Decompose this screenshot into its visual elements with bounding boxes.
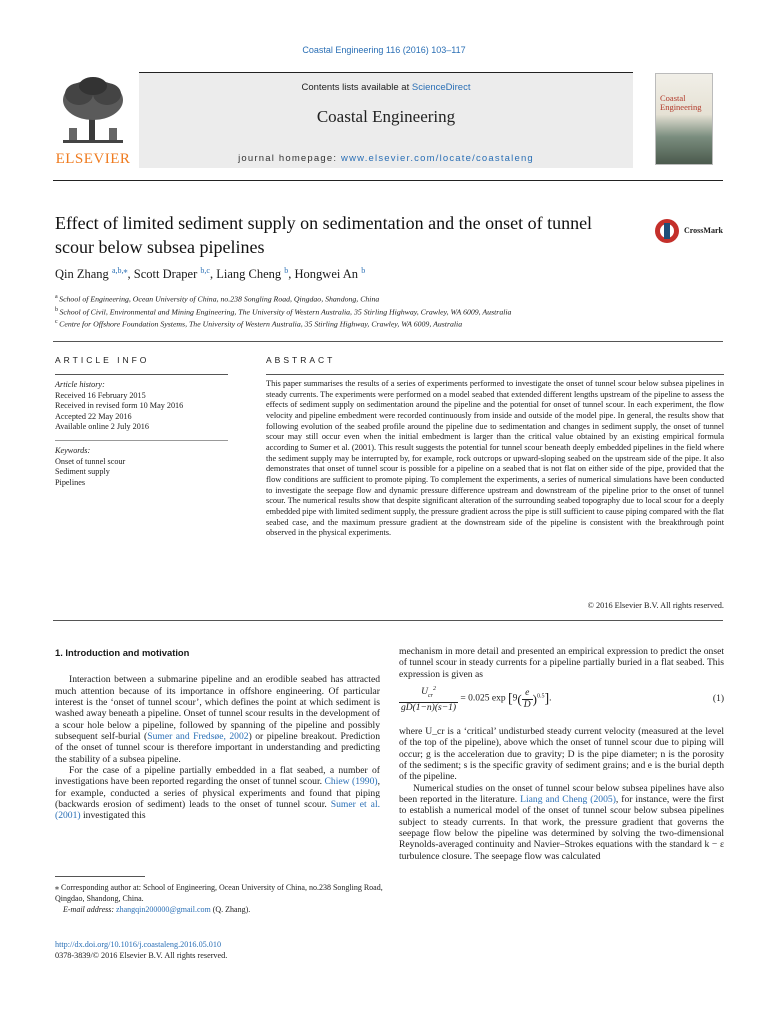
article-history xyxy=(55,380,230,433)
body-column-right xyxy=(399,646,724,862)
equation-fraction: $\frac{U_{cr}^2}{gD(1-n)(s-1)}$ xyxy=(401,686,457,714)
keyword-item: Sediment supply xyxy=(55,467,110,477)
history-item: Received in revised form 10 May 2016 xyxy=(55,401,184,411)
equation-coefficient: = 0.025 exp xyxy=(460,693,506,704)
divider xyxy=(266,374,724,375)
citation-link[interactable]: Liang and Cheng (2005) xyxy=(520,794,616,806)
divider xyxy=(55,374,228,375)
abstract-heading: ABSTRACT xyxy=(266,355,336,365)
text-run: ) or pipeline breakout. Prediction of the onset of tunnel scour is therefore important in understanding and predicting the stability of a subsea pipeline. xyxy=(55,731,380,765)
issn-line: 0378-3839/© 2016 Elsevier B.V. All rights reserved. xyxy=(55,951,228,960)
journal-reference[interactable]: Coastal Engineering 116 (2016) 103–117 xyxy=(302,45,466,55)
footnote-corresponding xyxy=(55,882,385,904)
affiliation-text: School of Civil, Environmental and Mining Engineering, The University of Western Australia, 35 Stirling Highway, Crawley, WA 6009, Australia xyxy=(59,307,512,317)
author-affiliation-mark[interactable]: b,c xyxy=(200,266,210,275)
separator: , xyxy=(209,267,217,282)
doi-block xyxy=(55,939,227,961)
equation-number: (1) xyxy=(712,694,724,705)
citation-link[interactable]: Sumer et al. (2001) xyxy=(55,799,381,822)
affiliations xyxy=(55,292,511,330)
journal-cover[interactable] xyxy=(655,73,713,165)
paragraph: where U_cr is a ‘critical’ undisturbed steady current velocity (measured at the level of the top of the pipeline), above which the onset of tunnel scour due to piping will occur; g is the acceleration due to gravity; D is the pipe diameter; n is the porosity of the sediment; s is the specific gravity of sediment grains; and e is the burial depth of the pipeline. xyxy=(399,726,724,783)
sciencedirect-link[interactable]: ScienceDirect xyxy=(411,82,471,93)
affiliation xyxy=(55,317,511,330)
text-run: Numerical studies on the onset of tunnel scour below subsea pipelines have also been reported in the literature. xyxy=(399,782,724,806)
affiliation-mark: c xyxy=(55,319,60,326)
citation-link[interactable]: Chiew (1990) xyxy=(324,776,378,788)
divider xyxy=(53,180,723,181)
history-item: Received 16 February 2015 xyxy=(55,390,146,400)
affiliation xyxy=(55,292,511,305)
article-title: Effect of limited sediment supply on sedimentation and the onset of tunnel scour below subsea pipelines xyxy=(55,213,593,257)
text-run: , for example, conducted a series of physical experiments and found that piping (backwards erosion of sediment) leads to the onset of tunnel scour. xyxy=(55,776,380,811)
footnote-text: Corresponding author at: School of Engineering, Ocean University of China, no.238 Songling Road, Qingdao, Shandong, China. xyxy=(55,883,383,903)
affiliation-mark: a xyxy=(55,294,60,300)
history-list xyxy=(55,391,230,433)
text-run: , for instance, were the first to establish a numerical model of the onset of tunnel scour below subsea pipelines subject to steady currents. In that work, the pressure gradient that governs the seepage flow below the pipeline was determined by solving the two-dimensional Reynolds-averaged continuity and Navier–Strokes equations with the standard k − ε turbulence closure. The seepage flow was calculated xyxy=(399,794,724,862)
footnote xyxy=(55,882,385,915)
author-affiliation-mark[interactable]: b xyxy=(284,266,289,275)
footnote-divider xyxy=(55,876,145,877)
body-column-left xyxy=(55,647,380,822)
text-run: investigated this xyxy=(80,810,146,822)
homepage-line xyxy=(139,153,633,164)
author-name[interactable]: Scott Draper xyxy=(133,267,201,282)
email-link[interactable]: zhangqin200000@gmail.com xyxy=(116,905,211,914)
crossmark-icon xyxy=(654,217,680,245)
text-run: For the case of a pipeline partially embedded in a flat seabed, a number of investigations have been reported regarding the onset of tunnel scour. xyxy=(55,765,380,788)
contents-prefix: Contents lists available at xyxy=(301,82,412,93)
separator: , xyxy=(288,267,295,282)
abstract-copyright: © 2016 Elsevier B.V. All rights reserved. xyxy=(587,601,724,610)
divider xyxy=(53,620,723,621)
paragraph: mechanism in more detail and presented an empirical expression to predict the onset of tunnel scour in steady currents for a pipeline partially buried in a flat seabed. This expression is given as xyxy=(399,646,724,680)
journal-name: Coastal Engineering xyxy=(316,107,456,126)
homepage-link[interactable]: www.elsevier.com/locate/coastaleng xyxy=(341,153,534,164)
keyword-item: Pipelines xyxy=(55,477,86,487)
text-run: Interaction between a submarine pipeline and an erodible seabed has attracted much attention because of its importance in offshore engineering. Of particular interest is the ‘onset of tunnel scour’, which defines the point at which sediment is washed away beneath a pipeline. Onset of tunnel scour results in the development of a scour hole below a pipeline, followed by spanning of the pipeline and possibly subsequent self-burial ( xyxy=(55,674,380,743)
equation-exponent: [ xyxy=(508,691,513,707)
affiliation-text: Centre for Offshore Foundation Systems, The University of Western Australia, 35 Stirling Highway, Crawley, WA 6009, Australia xyxy=(59,319,463,329)
history-item: Accepted 22 May 2016 xyxy=(55,411,132,421)
footnote-email xyxy=(55,904,385,915)
author-affiliation-mark[interactable]: a,b,⁎ xyxy=(111,266,128,275)
keywords-label: Keywords: xyxy=(55,446,91,455)
keywords-list xyxy=(55,457,230,489)
equation-1: $\frac{U_{cr}^2}{gD(1-n)(s-1)}$ = 0.025 exp [9( $\frac{e}{D}$ )$^{0.5}$]. (1) xyxy=(401,686,724,714)
contents-line xyxy=(139,82,633,93)
paragraph xyxy=(55,765,380,822)
affiliation xyxy=(55,305,511,318)
footnote-mark: ⁎ xyxy=(55,883,59,892)
keywords xyxy=(55,446,230,488)
author-name[interactable]: Qin Zhang xyxy=(55,267,112,282)
divider xyxy=(55,440,228,441)
affiliation-text: School of Engineering, Ocean University of China, no.238 Songling Road, Qingdao, Shandong, China xyxy=(59,294,380,304)
keyword-item: Onset of tunnel scour xyxy=(55,456,126,466)
tree-icon xyxy=(53,72,133,150)
author-name[interactable]: Hongwei An xyxy=(294,267,362,282)
publisher-name: ELSEVIER xyxy=(55,151,131,167)
doi-link[interactable]: http://dx.doi.org/10.1016/j.coastaleng.2016.05.010 xyxy=(55,940,222,949)
separator: , xyxy=(127,267,134,282)
abstract-text: This paper summarises the results of a series of experiments performed to investigate the onset of tunnel scour below subsea pipelines in steady currents. The experiments were performed on a model seabed that extended different lengths upstream of the pipeline to assess the effects of sediment supply on sedimentation around the pipeline and the potential for onset of tunnel scour. In each experiment, the flow velocity and pipeline embedment were recorded continuously from inside and outside of the model pipe. In general, the results show that following evolution of the seabed profile around the pipeline due to sedimentation and changes in sediment supply, the onset of tunnel scour may still occur even when the initial embedment is larger than the critical value obtained by an existing empirical formula according to Sumer et al. (2001). This result suggests the potential for tunnel scour beneath deeply embedded pipelines in the field where the sediment supply may be interrupted by, for example, rock outcrops or upward-sloping seabed on the upstream side of the pipe. It also demonstrates that onset of tunnel scour is possible for a pipeline on a seabed that is not flat on either side of the pipe, provided that the flow conditions are sufficient to promote piping. To complement the experiments, a series of numerical simulations have been conducted to investigate the seepage flow and dynamic pressure difference upstream and downstream of the pipeline prior to the onset of tunnel scour. The numerical results show that despite significant alteration of the surrounding seabed topography due to local scour for a deeply embedded pipe with limited sediment supply, the pressure gradient across the pipe is still sufficient to cause piping compared with the flat seabed case, and the maximum pressure gradient at the downstream side of the pipeline is consistent with the breakthrough point observed in the physical experiments. xyxy=(266,379,724,538)
history-label: Article history: xyxy=(55,380,105,389)
homepage-prefix: journal homepage: xyxy=(238,153,342,164)
email-label: E-mail address: xyxy=(63,905,117,914)
author-affiliation-mark[interactable]: b xyxy=(361,266,366,275)
paragraph xyxy=(399,783,724,862)
article-info-heading: ARTICLE INFO xyxy=(55,355,150,365)
paragraph xyxy=(55,674,380,765)
history-item: Available online 2 July 2016 xyxy=(55,422,149,432)
cover-title: Coastal Engineering xyxy=(660,93,702,112)
citation-link[interactable]: Sumer and Fredsøe, 2002 xyxy=(147,731,249,743)
section-title: 1. Introduction and motivation xyxy=(55,647,190,658)
elsevier-logo xyxy=(53,72,133,168)
crossmark-label: CrossMark xyxy=(684,226,723,235)
author-list xyxy=(55,266,365,282)
author-name[interactable]: Liang Cheng xyxy=(216,267,285,282)
journal-header xyxy=(139,72,633,168)
email-suffix: (Q. Zhang). xyxy=(210,905,251,914)
affiliation-mark: b xyxy=(55,306,60,313)
crossmark-button[interactable] xyxy=(654,217,734,247)
divider xyxy=(53,341,723,342)
